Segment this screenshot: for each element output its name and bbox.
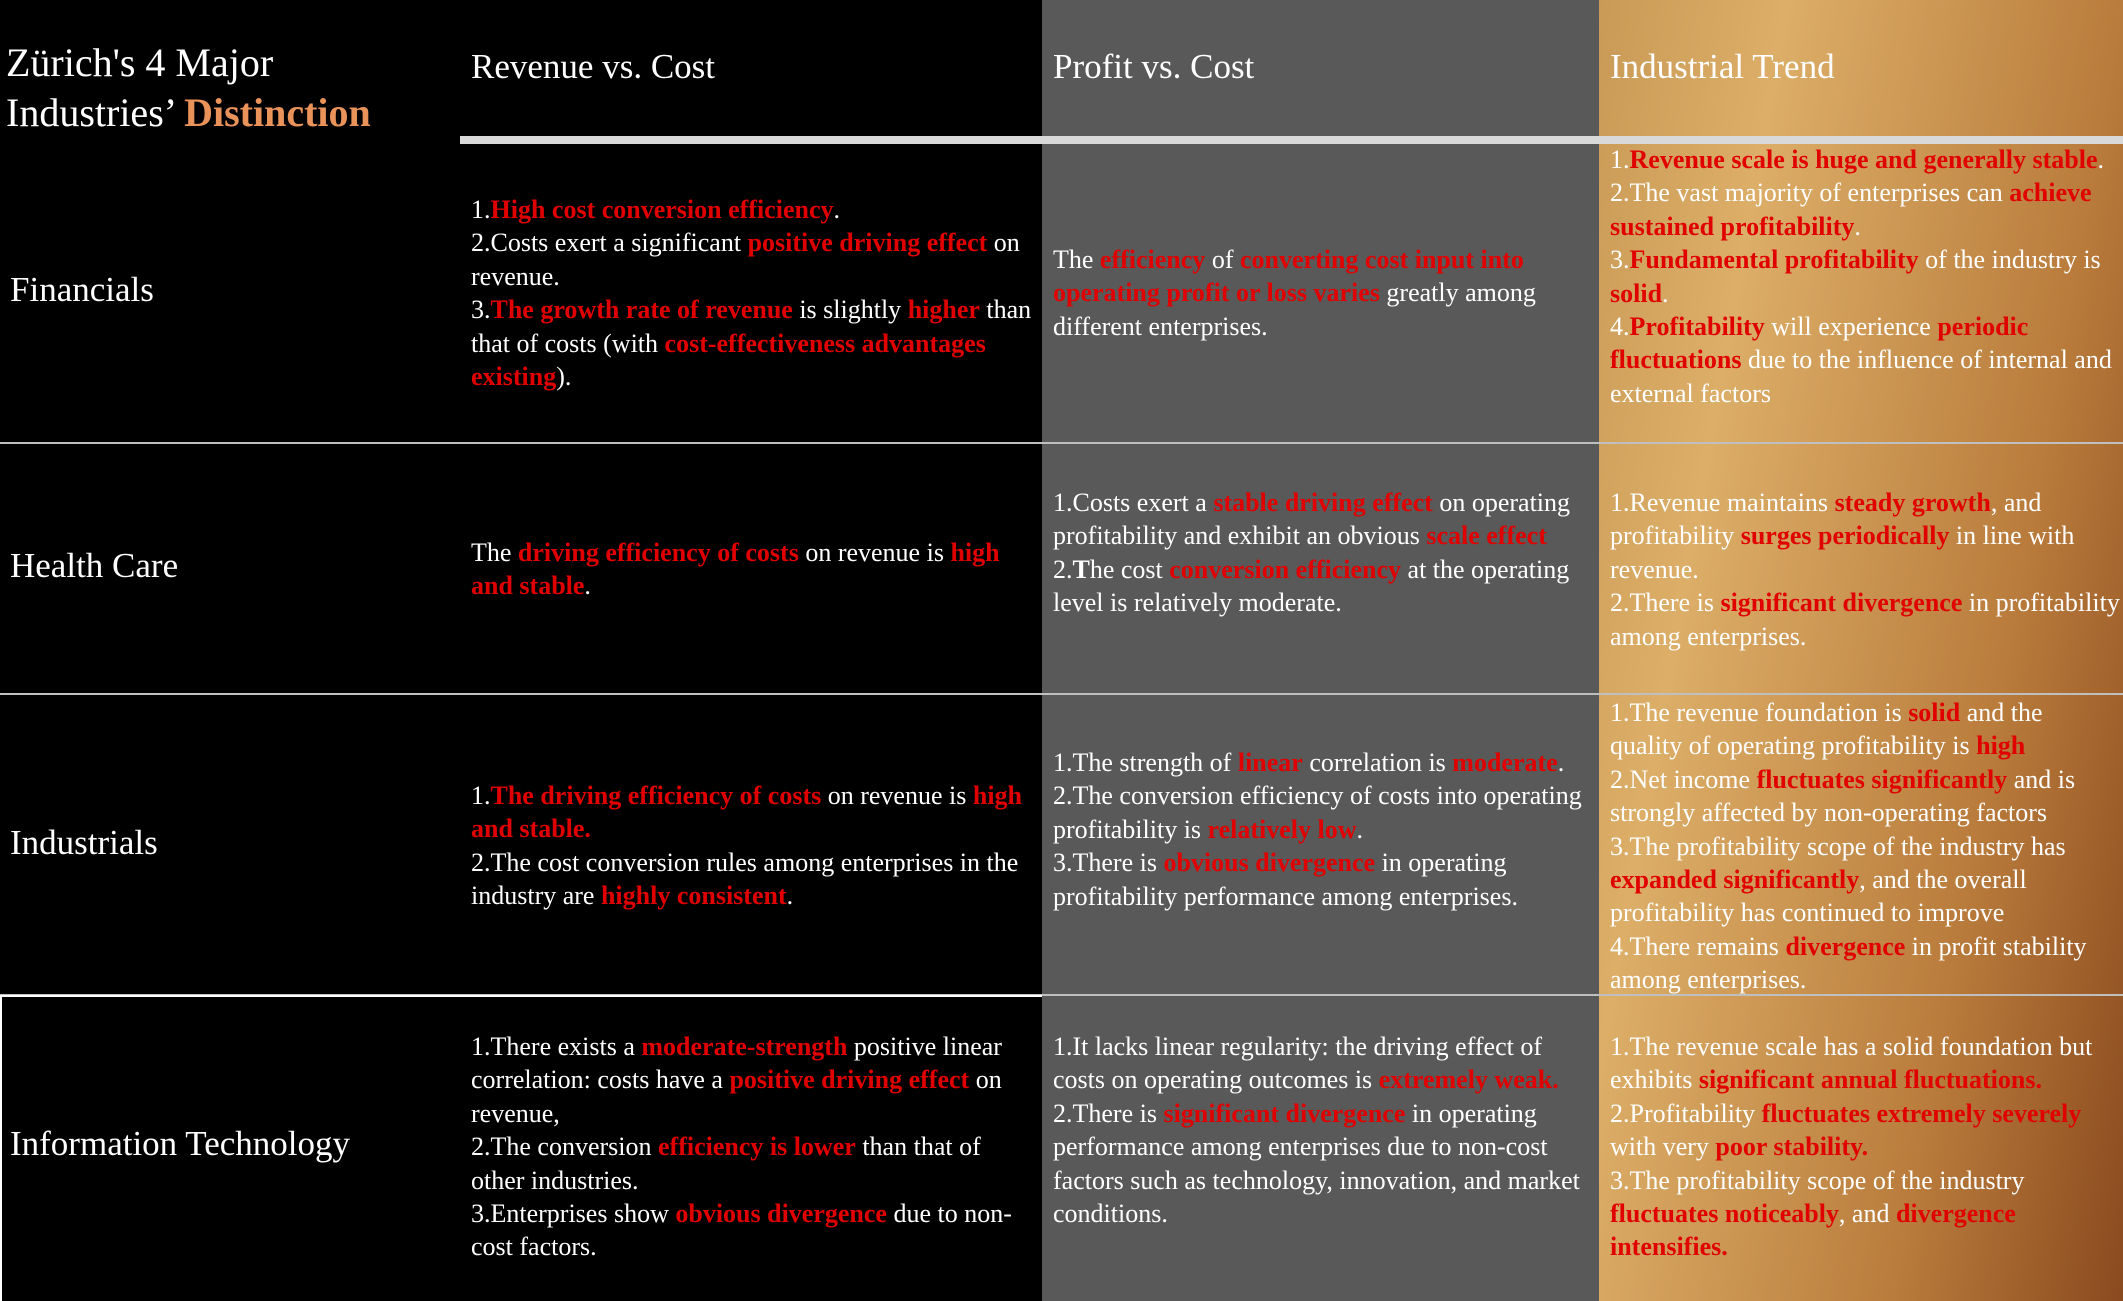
cell-it-trend: [1610, 1030, 2120, 1264]
cell-it-profit: [1053, 1030, 1593, 1230]
cell-line: [1053, 486, 1593, 553]
highlighted-text: significant divergence: [1163, 1098, 1406, 1128]
cell-text: 2.The cost conversion rules among enterprises in the industry are: [471, 847, 1019, 911]
cell-text: 2.The vast majority of enterprises can: [1610, 178, 2010, 208]
cell-line: [1053, 779, 1593, 846]
cell-line: [471, 1030, 1036, 1130]
cell-text: 4.: [1610, 312, 1630, 342]
cell-line: [471, 779, 1036, 846]
cell-text: 1.The strength of: [1053, 748, 1238, 777]
cell-text: at the operating level is relatively moderate.: [1053, 554, 1570, 618]
highlighted-text: converting cost input into operating profit or loss varies: [1053, 245, 1524, 308]
highlighted-text: Revenue scale is huge and generally stable: [1629, 145, 2098, 174]
cell-line: [1053, 1030, 1593, 1097]
label-column-background: [0, 0, 460, 1301]
title-line-2: [6, 88, 371, 138]
cell-text: 1.: [471, 195, 491, 224]
highlighted-text: steady growth: [1834, 488, 1991, 517]
cell-text: 3.The profitability scope of the industry: [1610, 1165, 2025, 1195]
highlighted-text: surges periodically: [1740, 521, 1950, 551]
cell-text: ).: [556, 362, 572, 392]
highlighted-text: positive driving effect: [747, 228, 988, 258]
cell-financials-profit: [1053, 243, 1593, 343]
cell-text: 2.Net income: [1610, 764, 1757, 794]
cell-text: .: [584, 571, 591, 601]
cell-text: 1.The revenue foundation is: [1610, 698, 1909, 727]
cell-line: [1610, 930, 2120, 997]
cell-industrials-trend: [1610, 696, 2120, 997]
highlighted-text: obvious divergence: [1163, 848, 1376, 878]
highlighted-text: positive driving effect: [729, 1065, 970, 1095]
highlighted-text: moderate-strength: [641, 1032, 848, 1061]
cell-text: .: [1662, 278, 1669, 308]
cell-text: in profitability among enterprises.: [1610, 588, 2120, 651]
cell-line: [471, 293, 1036, 393]
cell-text: .: [2097, 145, 2104, 174]
cell-text: of: [1205, 245, 1240, 274]
cell-text: 1.: [1610, 145, 1630, 174]
row-label-information-technology: Information Technology: [10, 1124, 351, 1163]
cell-text: .: [833, 195, 840, 224]
cell-industrials-profit: [1053, 746, 1593, 913]
cell-line: [1053, 553, 1593, 620]
highlighted-text: divergence intensifies.: [1610, 1199, 2016, 1262]
highlighted-text: fluctuates significantly: [1756, 764, 2008, 794]
cell-text: with very: [1610, 1132, 1716, 1162]
cell-line: [1053, 846, 1593, 913]
cell-it-revenue: [471, 1030, 1036, 1264]
row-label-health-care: Health Care: [10, 546, 179, 585]
highlighted-text: High cost conversion efficiency: [490, 195, 834, 224]
cell-text: 2.: [1053, 554, 1073, 584]
cell-text: 1.Revenue maintains: [1610, 488, 1835, 517]
cell-line: [1610, 830, 2120, 930]
highlighted-text: efficiency: [1099, 245, 1206, 274]
cell-line: [1610, 1164, 2120, 1264]
highlighted-text: relatively low: [1207, 814, 1357, 844]
cell-text: on revenue is: [821, 781, 973, 810]
cell-line: [471, 193, 1036, 226]
highlighted-text: high and stable.: [471, 781, 1023, 844]
highlighted-text: moderate: [1452, 748, 1558, 777]
cell-text: on operating profitability and exhibit an obvious: [1053, 488, 1571, 551]
highlighted-text: periodic fluctuations: [1610, 312, 2029, 375]
highlighted-text: Fundamental profitability: [1629, 245, 1919, 275]
highlighted-text: extremely weak.: [1378, 1065, 1559, 1095]
cell-text: , and profitability: [1610, 488, 2042, 551]
title-line-1: Zürich's 4 Major: [6, 40, 274, 85]
row-divider: [0, 442, 2123, 444]
cell-text: positive linear correlation: costs have a: [471, 1032, 1002, 1095]
row-outline: [0, 995, 2, 1301]
title-highlight: Distinction: [184, 90, 371, 135]
highlighted-text: obvious divergence: [675, 1199, 887, 1229]
title-line-2-prefix: Industries’: [6, 90, 175, 135]
cell-text: 2.There is: [1610, 588, 1721, 618]
cell-line: [1610, 143, 2120, 176]
highlighted-text: The driving efficiency of costs: [490, 781, 822, 810]
cell-financials-trend: [1610, 143, 2120, 410]
cell-text: 2.The conversion efficiency of costs into operating profitability is: [1053, 781, 1582, 844]
highlighted-text: scale effect: [1426, 521, 1547, 551]
cell-text: 1.It lacks linear regularity: the driving effect of costs on operating outcomes is: [1053, 1032, 1542, 1095]
page-title: [6, 38, 371, 138]
cell-health-care-profit: [1053, 486, 1593, 620]
cell-text: on revenue,: [471, 1065, 1002, 1128]
cell-text: The: [471, 538, 518, 567]
header-industrial-trend: Industrial Trend: [1610, 47, 1835, 86]
highlighted-text: solid: [1908, 698, 1961, 727]
cell-text: , and the overall profitability has continued to improve: [1610, 865, 2027, 928]
cell-line: [471, 1197, 1036, 1264]
cell-text: .: [1854, 211, 1861, 241]
cell-text: .: [786, 881, 794, 911]
cell-text: in operating profitability performance among enterprises.: [1053, 848, 1518, 911]
cell-text: 2.The conversion: [471, 1132, 659, 1162]
cell-line: [1610, 763, 2120, 830]
highlighted-text: higher: [907, 295, 980, 325]
cell-text: in profit stability among enterprises.: [1610, 931, 2087, 995]
highlighted-text: cost-effectiveness advantages existing: [471, 328, 986, 392]
highlighted-text: The growth rate of revenue: [490, 295, 793, 325]
highlighted-text: Profitability: [1629, 312, 1765, 342]
cell-line: [1610, 176, 2120, 243]
cell-line: [1053, 746, 1593, 779]
highlighted-text: driving efficiency of costs: [517, 538, 799, 567]
highlighted-text: significant annual fluctuations.: [1698, 1065, 2042, 1095]
cell-text: 4.There remains: [1610, 931, 1786, 961]
cell-text: , and: [1838, 1199, 1896, 1229]
cell-line: [471, 846, 1036, 913]
cell-text: and is strongly affected by non-operating factors: [1610, 764, 2076, 828]
cell-financials-revenue: [471, 193, 1036, 393]
cell-text: 3.: [471, 295, 491, 325]
cell-text: in line with revenue.: [1610, 521, 2075, 584]
highlighted-text: achieve sustained profitability: [1610, 178, 2092, 241]
cell-health-care-revenue: [471, 536, 1036, 603]
cell-text: 1.There exists a: [471, 1032, 642, 1061]
highlighted-text: solid: [1610, 278, 1663, 308]
highlighted-text: poor stability.: [1715, 1132, 1869, 1162]
cell-text: is slightly: [792, 295, 908, 325]
cell-text: correlation is: [1302, 748, 1453, 777]
highlighted-text: highly consistent: [600, 881, 787, 911]
highlighted-text: efficiency is lower: [658, 1132, 856, 1162]
header-profit-vs-cost: Profit vs. Cost: [1053, 47, 1255, 86]
cell-text: due to the influence of internal and external factors: [1610, 345, 2112, 408]
highlighted-text: significant divergence: [1720, 588, 1963, 618]
row-label-financials: Financials: [10, 270, 154, 309]
cell-health-care-trend: [1610, 486, 2120, 653]
cell-line: [1610, 1097, 2120, 1164]
highlighted-text: fluctuates noticeably: [1610, 1199, 1839, 1229]
cell-text: The: [1053, 245, 1100, 274]
cell-text: than that of other industries.: [471, 1132, 981, 1195]
cell-text: he cost: [1089, 554, 1170, 584]
row-outline: [0, 995, 1042, 997]
cell-line: [1610, 243, 2120, 310]
highlighted-text: conversion efficiency: [1169, 554, 1402, 584]
cell-line: [1053, 1097, 1593, 1231]
row-label-industrials: Industrials: [10, 823, 158, 862]
cell-text: in operating performance among enterprises due to non-cost factors such as technology, innovation, and market conditions.: [1053, 1098, 1580, 1229]
cell-text: will experience: [1764, 312, 1938, 342]
cell-line: [471, 1130, 1036, 1197]
cell-line: [1610, 696, 2120, 763]
cell-text: and the quality of operating profitability is: [1610, 698, 2043, 761]
cell-line: [1610, 310, 2120, 410]
cell-text: 3.Enterprises show: [471, 1199, 676, 1229]
cell-line: [1610, 586, 2120, 653]
highlighted-text: fluctuates extremely severely: [1761, 1098, 2082, 1128]
cell-text: greatly among different enterprises.: [1053, 278, 1536, 341]
cell-text: 2.Profitability: [1610, 1098, 1762, 1128]
cell-line: [1610, 1030, 2120, 1097]
cell-text: due to non-cost factors.: [471, 1199, 1012, 1262]
cell-text: of the industry is: [1918, 245, 2101, 275]
cell-text: 1.The revenue scale has a solid foundation but exhibits: [1610, 1032, 2093, 1095]
highlighted-text: high: [1976, 731, 2026, 761]
cell-text: 2.There is: [1053, 1098, 1164, 1128]
cell-text: .: [1557, 748, 1565, 777]
header-revenue-vs-cost: Revenue vs. Cost: [471, 47, 716, 86]
cell-text: 3.: [1610, 245, 1630, 275]
cell-text: 3.The profitability scope of the industry has: [1610, 831, 2066, 861]
cell-line: [1610, 486, 2120, 586]
cell-text: 1.: [471, 781, 491, 810]
cell-text: T: [1072, 554, 1090, 584]
highlighted-text: divergence: [1785, 931, 1906, 961]
cell-line: [471, 226, 1036, 293]
row-divider: [0, 693, 2123, 695]
highlighted-text: high and stable: [471, 538, 1000, 601]
cell-text: 2.Costs exert a significant: [471, 228, 748, 258]
highlighted-text: stable driving effect: [1213, 488, 1433, 517]
cell-text: .: [1356, 814, 1364, 844]
cell-text: than that of costs (with: [471, 295, 1032, 358]
highlighted-text: linear: [1237, 748, 1303, 777]
cell-text: on revenue.: [471, 228, 1020, 291]
cell-text: on revenue is: [798, 538, 951, 567]
cell-text: 3.There is: [1053, 848, 1164, 878]
cell-industrials-revenue: [471, 779, 1036, 913]
highlighted-text: expanded significantly: [1610, 865, 1860, 895]
cell-text: 1.Costs exert a: [1053, 488, 1214, 517]
